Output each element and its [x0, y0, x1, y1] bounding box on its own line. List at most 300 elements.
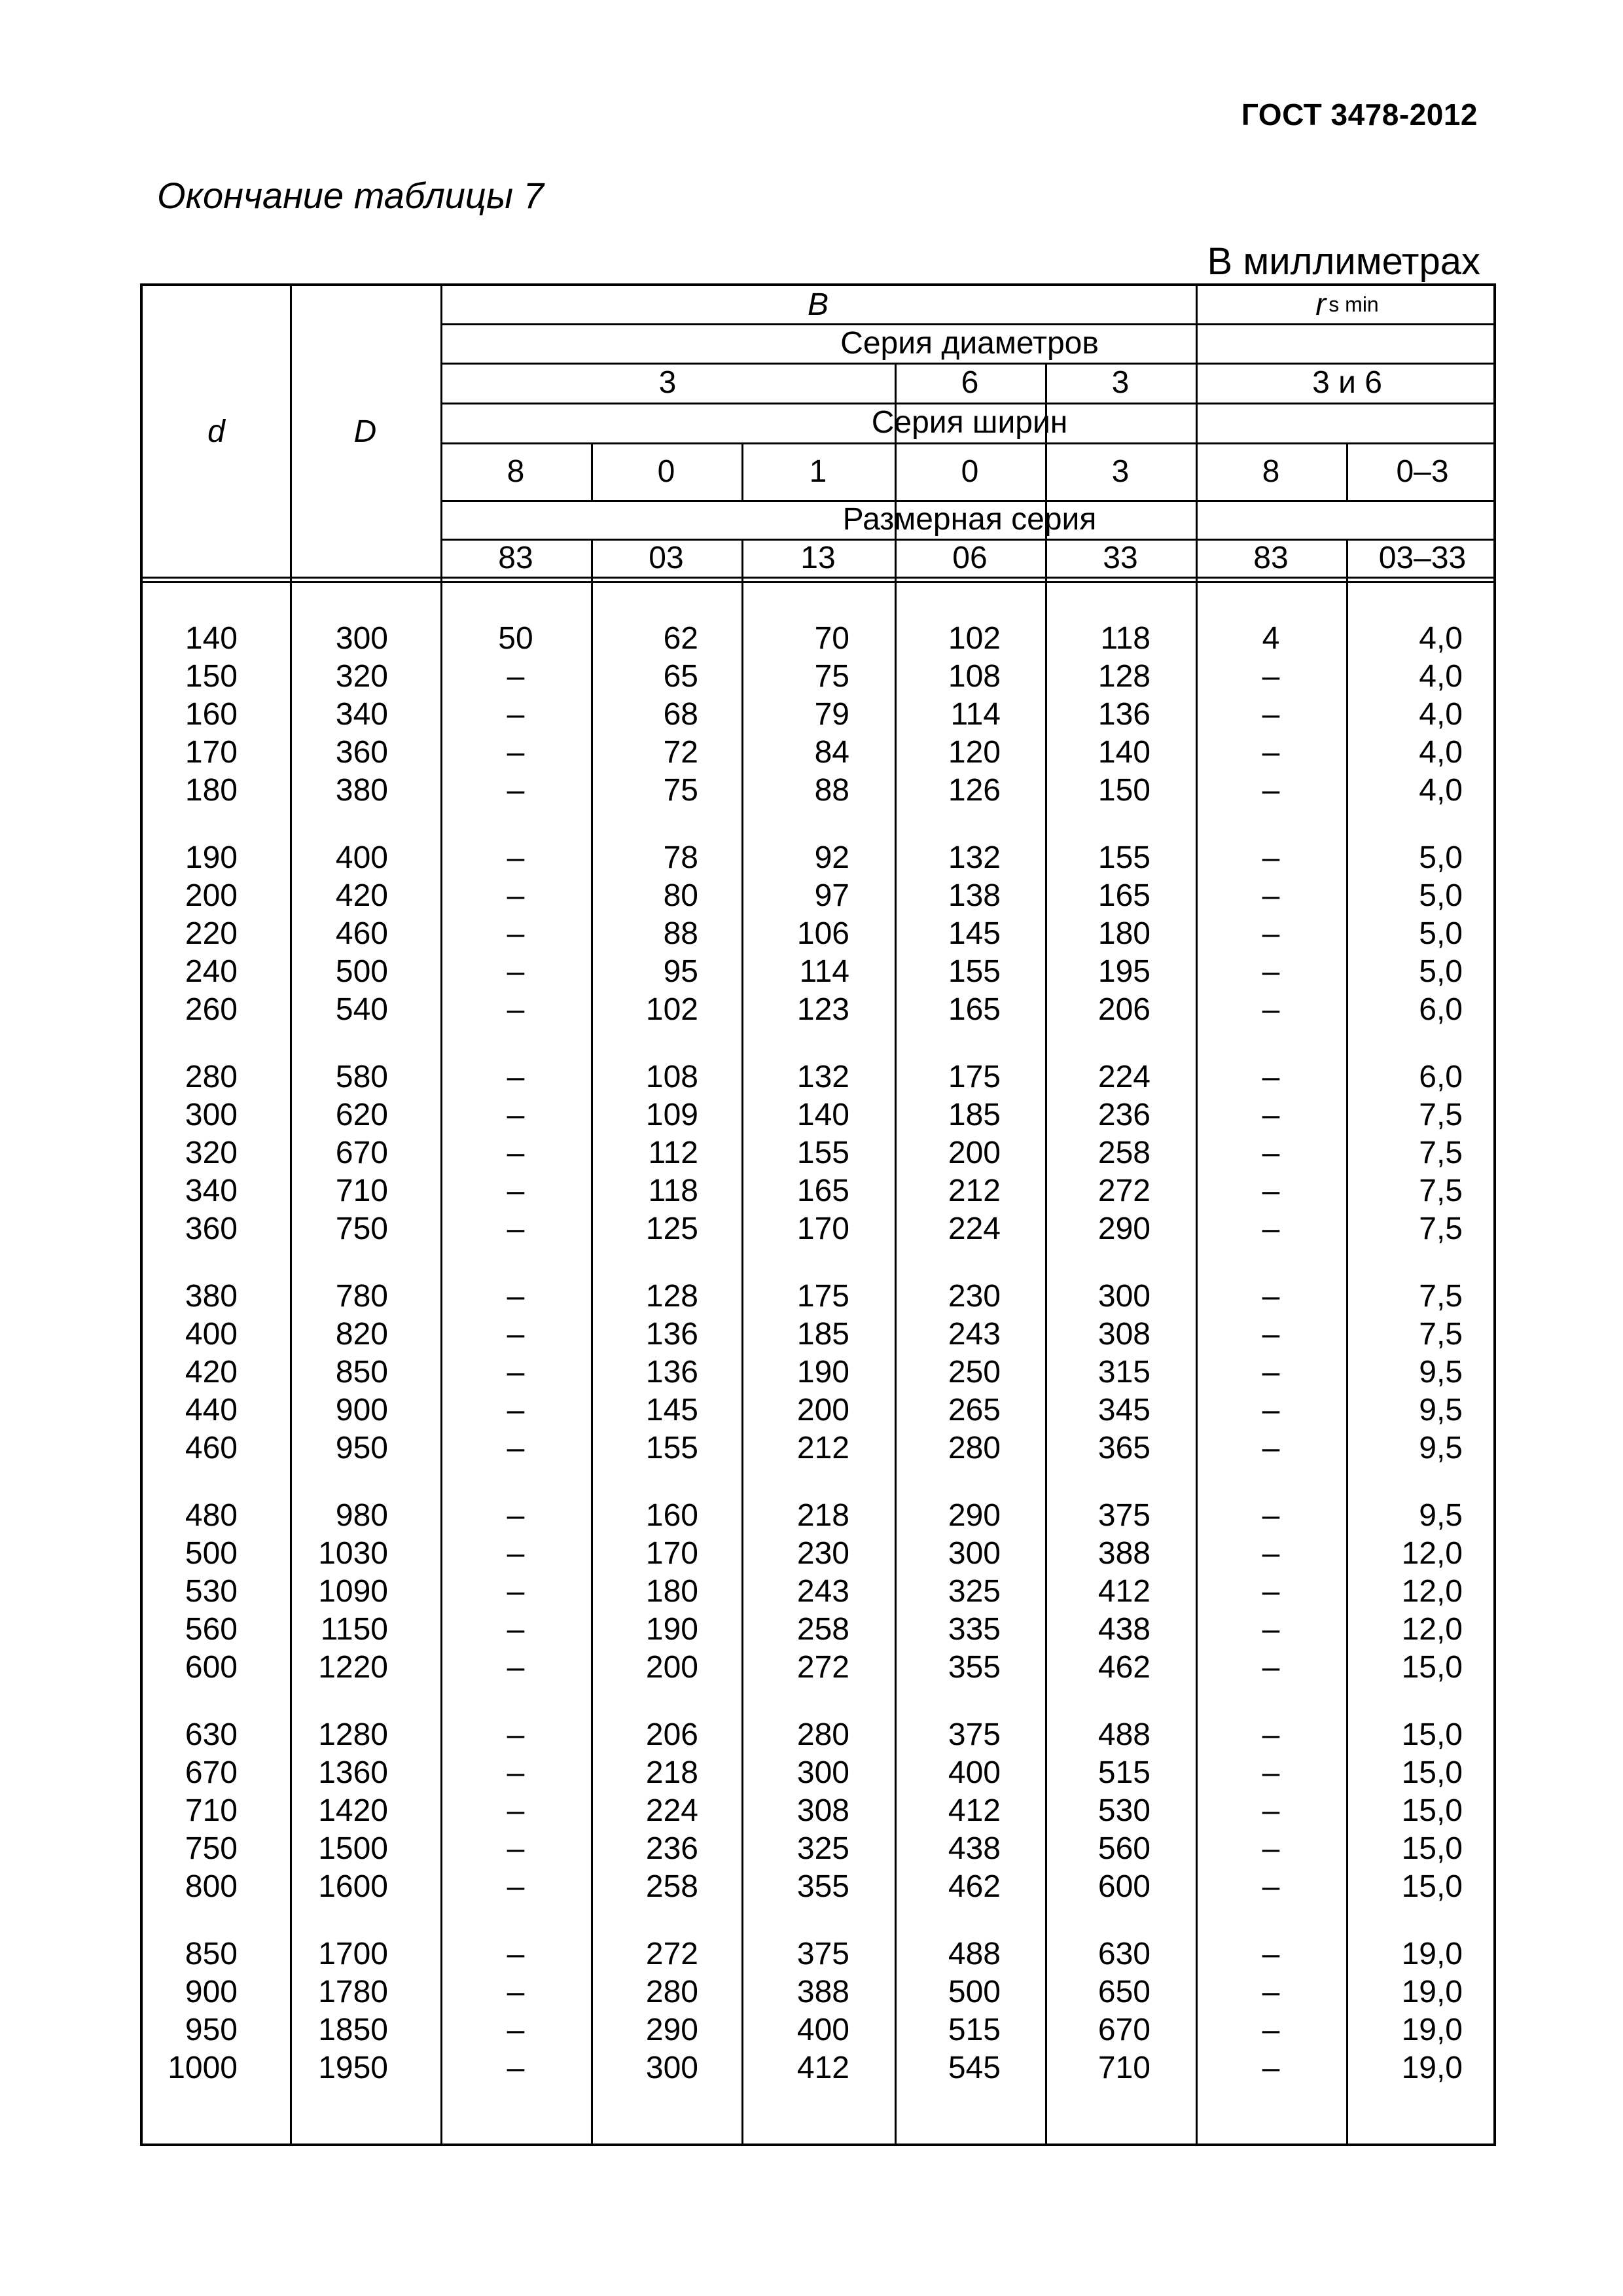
cell-83b: –	[1262, 2051, 1280, 2085]
cell-d: 420	[185, 1355, 238, 1390]
row-group	[143, 620, 1493, 810]
cell-83: –	[507, 916, 525, 951]
cell-13: 388	[796, 1975, 849, 2009]
cell-d: 600	[185, 1650, 238, 1685]
cell-03: 290	[645, 2013, 698, 2047]
cell-06: 335	[948, 1612, 1001, 1647]
cell-13: 218	[796, 1498, 849, 1533]
cell-33: 128	[1097, 659, 1150, 694]
cell-03-33: 7,5	[1419, 1174, 1463, 1208]
header-size-13: 13	[800, 540, 836, 575]
cell-06: 500	[948, 1975, 1001, 2009]
table-row	[143, 1754, 1493, 1792]
cell-03: 88	[663, 916, 698, 951]
cell-06: 412	[948, 1793, 1001, 1828]
cell-83b: –	[1262, 659, 1280, 694]
cell-D: 580	[335, 1060, 388, 1094]
cell-03: 190	[645, 1612, 698, 1647]
cell-03-33: 19,0	[1401, 2013, 1463, 2047]
row-group	[143, 1278, 1493, 1467]
cell-03: 258	[645, 1869, 698, 1904]
header-size-33: 33	[1103, 540, 1138, 575]
cell-03: 125	[645, 1211, 698, 1246]
cell-83b: –	[1262, 1650, 1280, 1685]
cell-d: 950	[185, 2013, 238, 2047]
cell-83b: –	[1262, 1717, 1280, 1752]
cell-13: 400	[796, 2013, 849, 2047]
cell-03: 78	[663, 840, 698, 875]
cell-13: 170	[796, 1211, 849, 1246]
cell-83b: –	[1262, 954, 1280, 989]
cell-d: 300	[185, 1098, 238, 1132]
table-caption: Окончание таблицы 7	[157, 175, 544, 216]
cell-83: –	[507, 1355, 525, 1390]
header-B: B	[807, 287, 829, 322]
table-row	[143, 1316, 1493, 1354]
header-size-83b: 83	[1253, 540, 1289, 575]
cell-d: 240	[185, 954, 238, 989]
cell-03-33: 19,0	[1401, 1937, 1463, 1971]
cell-83: –	[507, 1755, 525, 1790]
table-row	[143, 991, 1493, 1029]
cell-D: 320	[335, 659, 388, 694]
cell-06: 230	[948, 1279, 1001, 1314]
cell-33: 308	[1097, 1317, 1150, 1352]
cell-03-33: 4,0	[1419, 735, 1463, 770]
cell-83b: –	[1262, 1279, 1280, 1314]
cell-13: 75	[814, 659, 849, 694]
cell-83b: –	[1262, 1317, 1280, 1352]
cell-03: 65	[663, 659, 698, 694]
cell-03: 180	[645, 1574, 698, 1609]
cell-33: 515	[1097, 1755, 1150, 1790]
cell-03: 145	[645, 1393, 698, 1427]
cell-03-33: 19,0	[1401, 2051, 1463, 2085]
table-row	[143, 772, 1493, 810]
header-diam-6: 6	[961, 365, 979, 400]
table-row	[143, 1354, 1493, 1391]
cell-83: –	[507, 735, 525, 770]
cell-13: 280	[796, 1717, 849, 1752]
table-row	[143, 1391, 1493, 1429]
cell-13: 70	[814, 621, 849, 656]
cell-03: 155	[645, 1431, 698, 1465]
header-size-03: 03	[649, 540, 684, 575]
cell-03: 108	[645, 1060, 698, 1094]
table-row	[143, 696, 1493, 734]
cell-83: 50	[498, 621, 533, 656]
table-row	[143, 877, 1493, 915]
cell-d: 220	[185, 916, 238, 951]
header-width-1: 1	[809, 454, 827, 489]
header-width-3: 3	[1111, 454, 1130, 489]
header-d: d	[207, 414, 225, 449]
cell-D: 980	[335, 1498, 388, 1533]
cell-03-33: 7,5	[1419, 1279, 1463, 1314]
cell-D: 400	[335, 840, 388, 875]
cell-33: 165	[1097, 878, 1150, 913]
cell-d: 900	[185, 1975, 238, 2009]
cell-83b: –	[1262, 916, 1280, 951]
cell-83b: 4	[1262, 621, 1280, 656]
cell-13: 165	[796, 1174, 849, 1208]
page-header: ГОСТ 3478-2012	[1241, 98, 1478, 132]
cell-d: 460	[185, 1431, 238, 1465]
cell-D: 540	[335, 992, 388, 1027]
cell-13: 175	[796, 1279, 849, 1314]
cell-06: 355	[948, 1650, 1001, 1685]
cell-83: –	[507, 659, 525, 694]
cell-83: –	[507, 2013, 525, 2047]
cell-03: 206	[645, 1717, 698, 1752]
cell-33: 258	[1097, 1136, 1150, 1170]
cell-03-33: 4,0	[1419, 773, 1463, 808]
row-group	[143, 839, 1493, 1029]
cell-03: 102	[645, 992, 698, 1027]
cell-03-33: 4,0	[1419, 621, 1463, 656]
cell-03-33: 9,5	[1419, 1393, 1463, 1427]
cell-D: 950	[335, 1431, 388, 1465]
cell-13: 140	[796, 1098, 849, 1132]
cell-83b: –	[1262, 1060, 1280, 1094]
cell-33: 710	[1097, 2051, 1150, 2085]
cell-13: 92	[814, 840, 849, 875]
cell-06: 200	[948, 1136, 1001, 1170]
cell-33: 388	[1097, 1536, 1150, 1571]
cell-13: 355	[796, 1869, 849, 1904]
cell-13: 272	[796, 1650, 849, 1685]
table-row	[143, 1716, 1493, 1754]
cell-d: 260	[185, 992, 238, 1027]
cell-83: –	[507, 1174, 525, 1208]
cell-D: 380	[335, 773, 388, 808]
cell-d: 320	[185, 1136, 238, 1170]
cell-33: 670	[1097, 2013, 1150, 2047]
cell-33: 300	[1097, 1279, 1150, 1314]
cell-83: –	[507, 1574, 525, 1609]
dimensions-table	[140, 283, 1496, 2146]
cell-d: 850	[185, 1937, 238, 1971]
cell-d: 280	[185, 1060, 238, 1094]
cell-13: 190	[796, 1355, 849, 1390]
table-row	[143, 1172, 1493, 1210]
cell-06: 325	[948, 1574, 1001, 1609]
cell-06: 243	[948, 1317, 1001, 1352]
table-row	[143, 1210, 1493, 1248]
cell-33: 600	[1097, 1869, 1150, 1904]
table-row	[143, 1429, 1493, 1467]
table-row	[143, 1973, 1493, 2011]
cell-33: 136	[1097, 697, 1150, 732]
table-row	[143, 1535, 1493, 1573]
cell-03-33: 9,5	[1419, 1431, 1463, 1465]
cell-83b: –	[1262, 1869, 1280, 1904]
cell-D: 1950	[318, 2051, 388, 2085]
cell-03: 224	[645, 1793, 698, 1828]
cell-83: –	[507, 840, 525, 875]
cell-83b: –	[1262, 1211, 1280, 1246]
cell-13: 132	[796, 1060, 849, 1094]
cell-83b: –	[1262, 840, 1280, 875]
cell-83b: –	[1262, 1975, 1280, 2009]
cell-06: 120	[948, 735, 1001, 770]
table-row	[143, 1058, 1493, 1096]
cell-D: 1150	[320, 1612, 388, 1647]
cell-83: –	[507, 1650, 525, 1685]
cell-83: –	[507, 1060, 525, 1094]
header-diam-3-6: 3 и 6	[1312, 365, 1382, 400]
cell-d: 480	[185, 1498, 238, 1533]
cell-06: 175	[948, 1060, 1001, 1094]
cell-13: 212	[796, 1431, 849, 1465]
cell-83b: –	[1262, 1793, 1280, 1828]
cell-33: 272	[1097, 1174, 1150, 1208]
cell-83: –	[507, 1279, 525, 1314]
row-group	[143, 1058, 1493, 1248]
header-size-83: 83	[498, 540, 533, 575]
cell-83: –	[507, 1098, 525, 1132]
cell-83b: –	[1262, 1098, 1280, 1132]
table-row	[143, 839, 1493, 877]
cell-03: 68	[663, 697, 698, 732]
cell-83b: –	[1262, 2013, 1280, 2047]
cell-83b: –	[1262, 1431, 1280, 1465]
cell-83b: –	[1262, 1355, 1280, 1390]
cell-06: 165	[948, 992, 1001, 1027]
cell-D: 820	[335, 1317, 388, 1352]
cell-D: 1420	[318, 1793, 388, 1828]
cell-83b: –	[1262, 697, 1280, 732]
cell-83: –	[507, 1498, 525, 1533]
cell-03-33: 5,0	[1419, 916, 1463, 951]
table-row	[143, 1134, 1493, 1172]
cell-33: 438	[1097, 1612, 1150, 1647]
table-row	[143, 2011, 1493, 2049]
cell-13: 258	[796, 1612, 849, 1647]
table-row	[143, 658, 1493, 696]
cell-83b: –	[1262, 1937, 1280, 1971]
cell-13: 79	[814, 697, 849, 732]
cell-13: 155	[796, 1136, 849, 1170]
cell-03: 300	[645, 2051, 698, 2085]
cell-03: 218	[645, 1755, 698, 1790]
cell-83: –	[507, 1717, 525, 1752]
cell-06: 155	[948, 954, 1001, 989]
table-row	[143, 2049, 1493, 2087]
cell-83: –	[507, 1612, 525, 1647]
cell-03-33: 5,0	[1419, 840, 1463, 875]
cell-33: 345	[1097, 1393, 1150, 1427]
table-row	[143, 1792, 1493, 1830]
cell-03-33: 9,5	[1419, 1355, 1463, 1390]
cell-D: 300	[335, 621, 388, 656]
cell-d: 560	[185, 1612, 238, 1647]
table-row	[143, 1868, 1493, 1906]
cell-03-33: 19,0	[1401, 1975, 1463, 2009]
cell-83: –	[507, 954, 525, 989]
table-row	[143, 620, 1493, 658]
header-r-smin	[1196, 286, 1499, 323]
header-size-03-33: 03–33	[1378, 540, 1467, 575]
cell-03: 109	[645, 1098, 698, 1132]
table-row	[143, 953, 1493, 991]
cell-06: 375	[948, 1717, 1001, 1752]
cell-03-33: 5,0	[1419, 954, 1463, 989]
cell-13: 375	[796, 1937, 849, 1971]
cell-03-33: 7,5	[1419, 1098, 1463, 1132]
cell-13: 88	[814, 773, 849, 808]
cell-06: 138	[948, 878, 1001, 913]
cell-03: 236	[645, 1831, 698, 1866]
cell-d: 200	[185, 878, 238, 913]
cell-83b: –	[1262, 773, 1280, 808]
cell-03-33: 15,0	[1401, 1717, 1463, 1752]
cell-D: 1280	[318, 1717, 388, 1752]
cell-D: 620	[335, 1098, 388, 1132]
cell-D: 1600	[318, 1869, 388, 1904]
cell-83: –	[507, 1136, 525, 1170]
table-row	[143, 1649, 1493, 1687]
cell-13: 106	[796, 916, 849, 951]
header-width-0b: 0	[961, 454, 979, 489]
cell-d: 710	[185, 1793, 238, 1828]
cell-03: 280	[645, 1975, 698, 2009]
cell-83: –	[507, 1831, 525, 1866]
header-diam-3: 3	[658, 365, 677, 400]
cell-03: 272	[645, 1937, 698, 1971]
cell-03-33: 6,0	[1419, 992, 1463, 1027]
cell-D: 360	[335, 735, 388, 770]
cell-03: 80	[663, 878, 698, 913]
cell-D: 1220	[318, 1650, 388, 1685]
cell-13: 300	[796, 1755, 849, 1790]
cell-d: 170	[185, 735, 238, 770]
cell-03: 200	[645, 1650, 698, 1685]
cell-03-33: 15,0	[1401, 1793, 1463, 1828]
cell-06: 400	[948, 1755, 1001, 1790]
cell-33: 650	[1097, 1975, 1150, 2009]
cell-d: 800	[185, 1869, 238, 1904]
cell-83: –	[507, 878, 525, 913]
cell-03-33: 5,0	[1419, 878, 1463, 913]
cell-d: 360	[185, 1211, 238, 1246]
cell-D: 340	[335, 697, 388, 732]
cell-83: –	[507, 1975, 525, 2009]
table-divider	[143, 577, 1493, 583]
cell-83b: –	[1262, 735, 1280, 770]
cell-33: 236	[1097, 1098, 1150, 1132]
cell-D: 500	[335, 954, 388, 989]
cell-D: 710	[335, 1174, 388, 1208]
cell-83b: –	[1262, 1136, 1280, 1170]
header-diameter-series: Серия диаметров	[840, 325, 1099, 361]
cell-83: –	[507, 1211, 525, 1246]
header-size-series: Размерная серия	[842, 502, 1097, 537]
cell-D: 1500	[318, 1831, 388, 1866]
cell-D: 460	[335, 916, 388, 951]
cell-83b: –	[1262, 1574, 1280, 1609]
cell-03: 75	[663, 773, 698, 808]
cell-83: –	[507, 1536, 525, 1571]
table-row	[143, 1830, 1493, 1868]
cell-06: 126	[948, 773, 1001, 808]
cell-D: 670	[335, 1136, 388, 1170]
cell-06: 462	[948, 1869, 1001, 1904]
table-row	[143, 1497, 1493, 1535]
cell-03-33: 6,0	[1419, 1060, 1463, 1094]
cell-83b: –	[1262, 1498, 1280, 1533]
cell-D: 1090	[318, 1574, 388, 1609]
cell-83: –	[507, 697, 525, 732]
cell-33: 290	[1097, 1211, 1150, 1246]
cell-13: 123	[796, 992, 849, 1027]
cell-03-33: 12,0	[1401, 1574, 1463, 1609]
cell-06: 132	[948, 840, 1001, 875]
cell-06: 250	[948, 1355, 1001, 1390]
cell-06: 102	[948, 621, 1001, 656]
header-r: r	[1315, 287, 1327, 322]
table-row	[143, 1278, 1493, 1316]
cell-03-33: 4,0	[1419, 659, 1463, 694]
cell-83b: –	[1262, 878, 1280, 913]
cell-33: 375	[1097, 1498, 1150, 1533]
table-body	[143, 620, 1493, 2117]
cell-33: 224	[1097, 1060, 1150, 1094]
header-D: D	[353, 414, 377, 449]
cell-13: 200	[796, 1393, 849, 1427]
cell-03-33: 7,5	[1419, 1136, 1463, 1170]
cell-83: –	[507, 1393, 525, 1427]
cell-d: 630	[185, 1717, 238, 1752]
table-row	[143, 734, 1493, 772]
cell-D: 1780	[318, 1975, 388, 2009]
cell-03-33: 12,0	[1401, 1612, 1463, 1647]
cell-06: 438	[948, 1831, 1001, 1866]
cell-d: 500	[185, 1536, 238, 1571]
cell-83: –	[507, 1937, 525, 1971]
cell-33: 365	[1097, 1431, 1150, 1465]
cell-03: 170	[645, 1536, 698, 1571]
cell-03: 136	[645, 1355, 698, 1390]
cell-83: –	[507, 1869, 525, 1904]
cell-83b: –	[1262, 1755, 1280, 1790]
cell-d: 380	[185, 1279, 238, 1314]
cell-83: –	[507, 2051, 525, 2085]
cell-D: 1030	[318, 1536, 388, 1571]
cell-06: 300	[948, 1536, 1001, 1571]
cell-06: 488	[948, 1937, 1001, 1971]
cell-D: 850	[335, 1355, 388, 1390]
cell-13: 185	[796, 1317, 849, 1352]
cell-33: 412	[1097, 1574, 1150, 1609]
cell-03: 112	[648, 1136, 698, 1170]
cell-d: 1000	[168, 2051, 238, 2085]
cell-03: 128	[645, 1279, 698, 1314]
cell-83: –	[507, 992, 525, 1027]
header-width-8b: 8	[1262, 454, 1280, 489]
cell-D: 1700	[318, 1937, 388, 1971]
cell-06: 290	[948, 1498, 1001, 1533]
cell-D: 1360	[318, 1755, 388, 1790]
cell-33: 530	[1097, 1793, 1150, 1828]
cell-33: 462	[1097, 1650, 1150, 1685]
header-width-0-3: 0–3	[1396, 454, 1449, 489]
cell-13: 412	[796, 2051, 849, 2085]
cell-03: 136	[645, 1317, 698, 1352]
cell-d: 340	[185, 1174, 238, 1208]
cell-13: 114	[799, 954, 849, 989]
header-diam-3b: 3	[1111, 365, 1130, 400]
